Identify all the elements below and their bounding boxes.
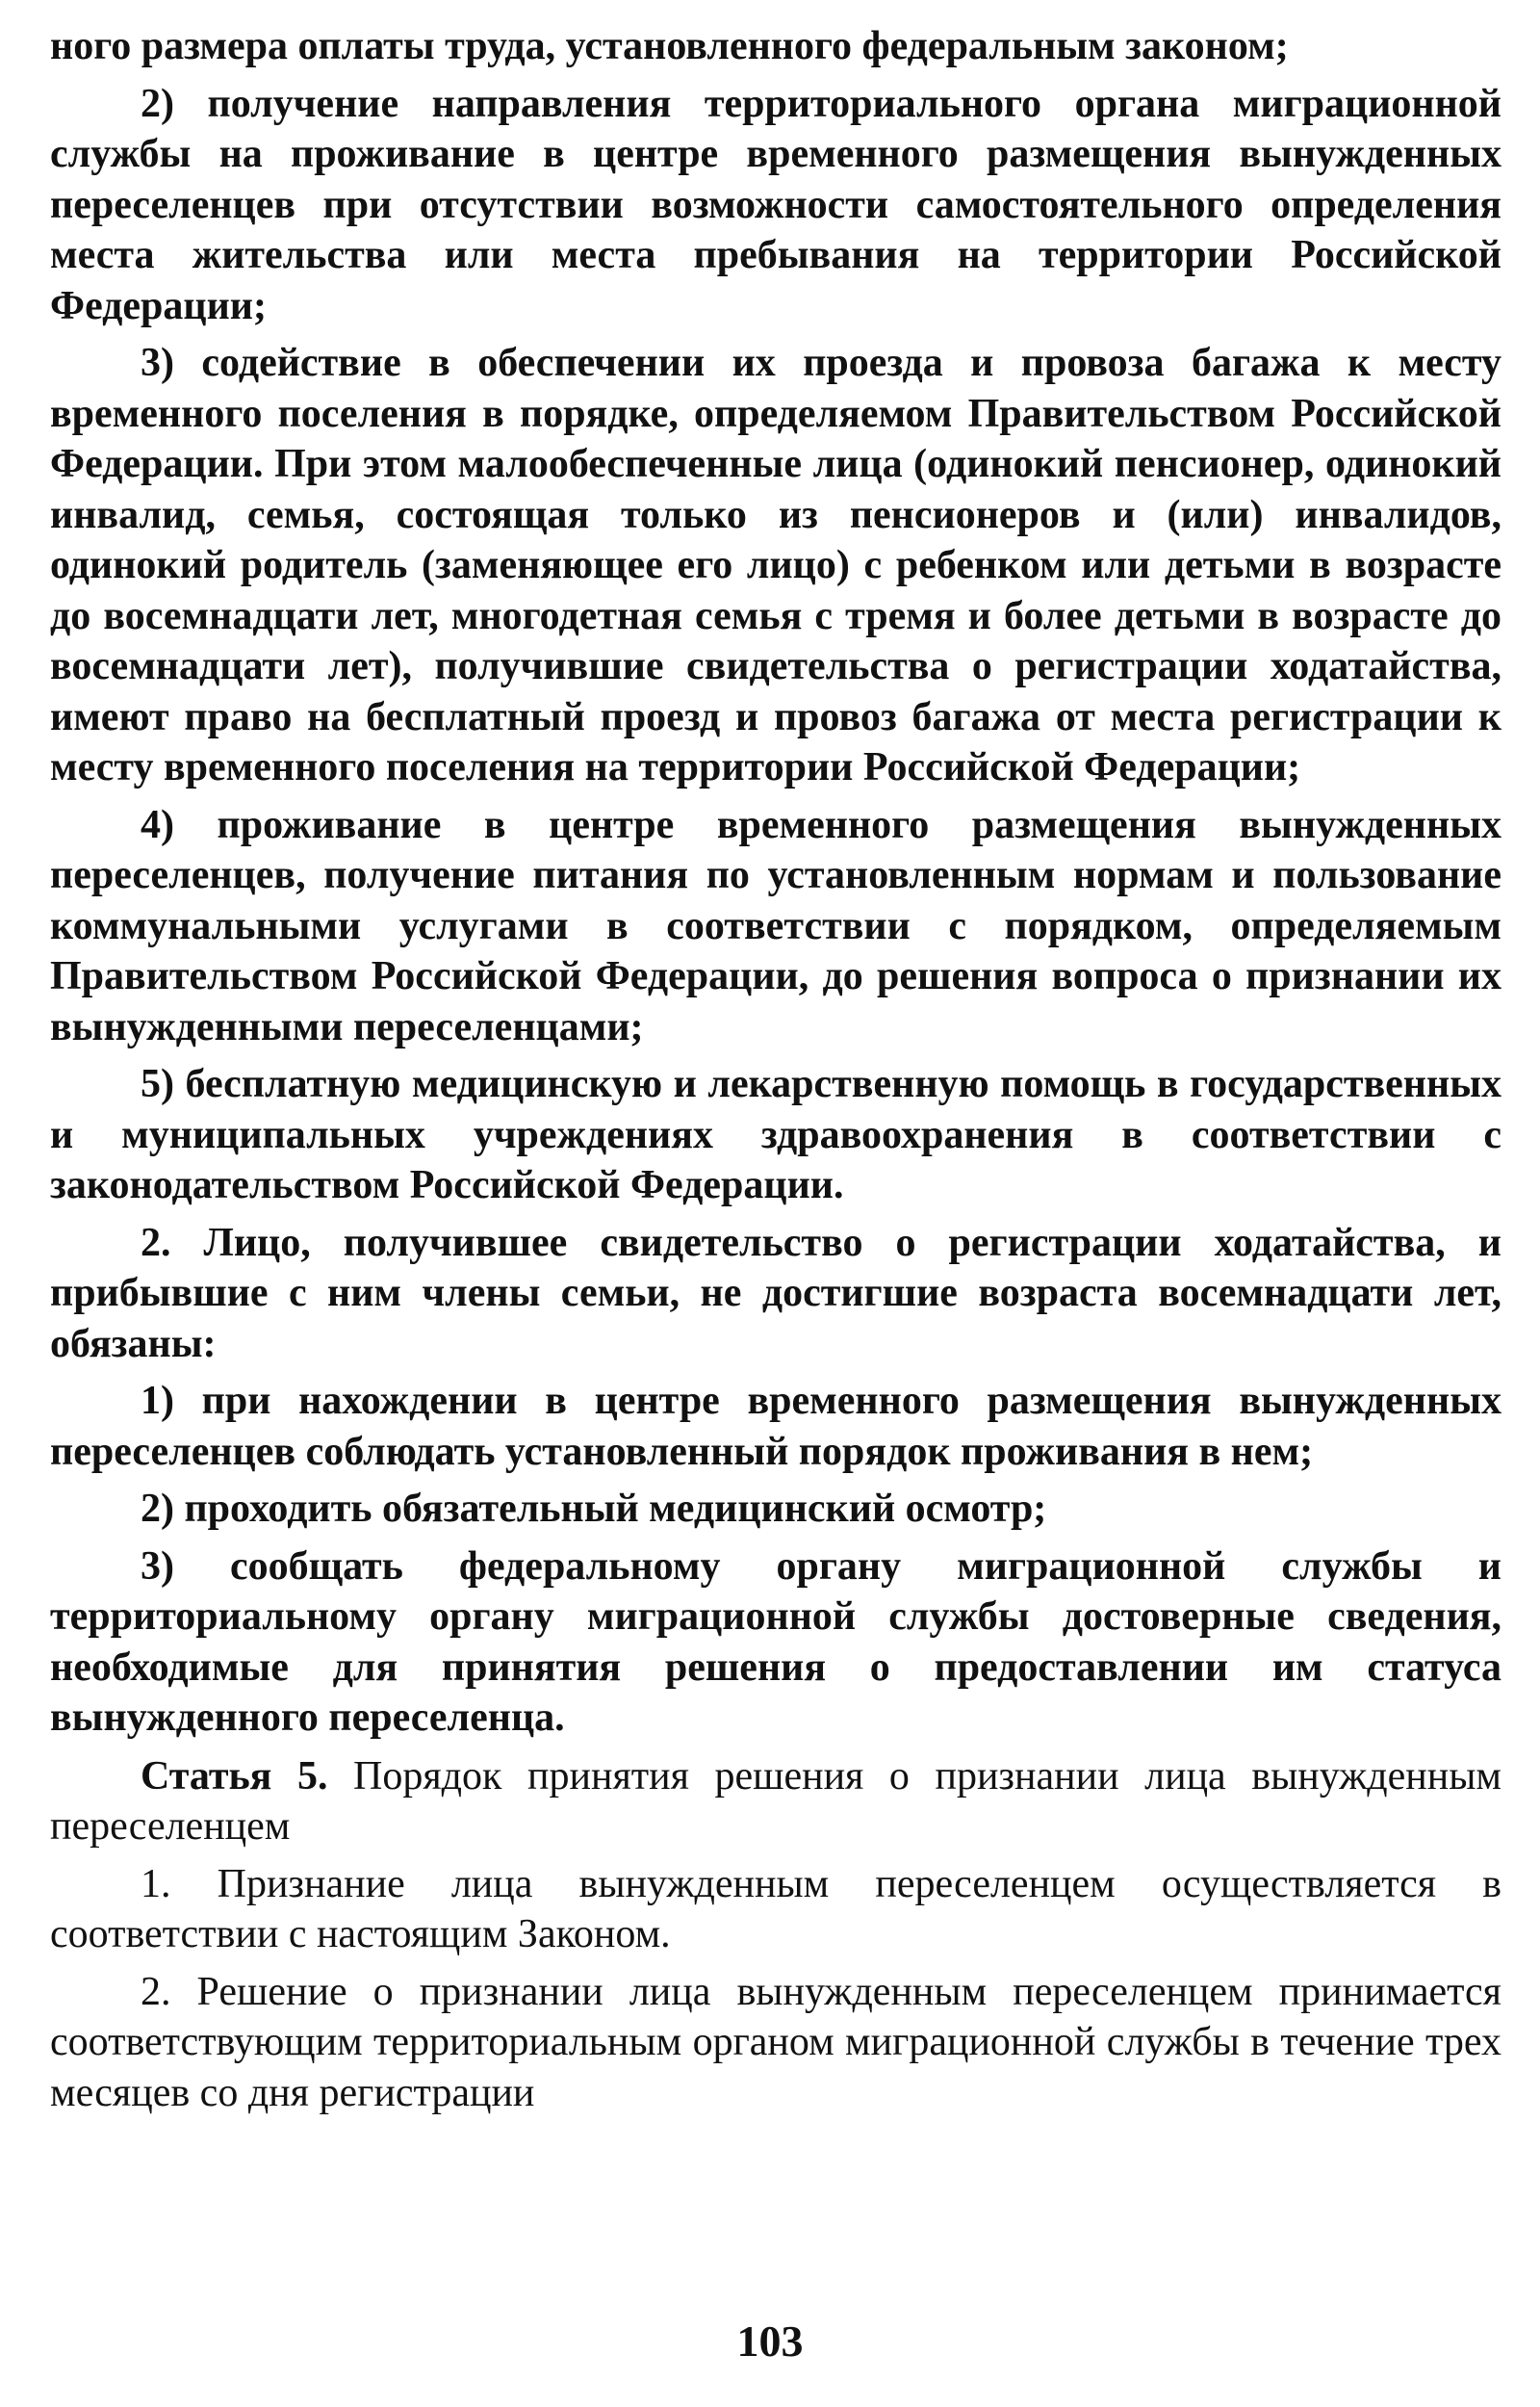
- article-heading: [50, 1751, 1502, 1852]
- list-item-2-directions: 2) получение направления территориального органа миграционной службы на проживание в центре временного размещения вынужденных переселенцев при отсутствии возможности самостоятельного определения места жительства или места пребывания на территории Российской Федерации;: [50, 81, 1502, 328]
- section-2-obligations: 2. Лицо, получившее свидетельство о регистрации ходатайства, и прибывшие с ним члены семьи, не достигшие возраста восемнадцати лет, обязаны:: [50, 1220, 1502, 1366]
- list-item-4-accommodation: 4) проживание в центре временного размещения вынужденных переселенцев, получение питания по установленным нормам и пользование коммунальными услугами в соответствии с порядком, определяемым Правительством Российской Федерации, до решения вопроса о признании их вынужденными переселенцами;: [50, 802, 1502, 1049]
- obligation-item-3: 3) сообщать федеральному органу миграционной службы и территориальному органу миграционной службы достоверные сведения, необходимые для принятия решения о предоставлении им статуса вынужденного переселенца.: [50, 1543, 1502, 1740]
- article-label: Статья 5.: [141, 1753, 328, 1799]
- article-title: Порядок принятия решения о признании лица вынужденным переселенцем: [50, 1753, 1502, 1849]
- obligation-item-1: 1) при нахождении в центре временного размещения вынужденных переселенцев соблюдать установленный порядок проживания в нем;: [50, 1379, 1502, 1474]
- list-item-3-travel-assistance: 3) содействие в обеспечении их проезда и провоза багажа к месту временного поселения в порядке, определяемом Правительством Российской Федерации. При этом малообеспеченные лица (одинокий пенсионер, одинокий инвалид, семья, состоящая только из пенсионеров и (или) инвалидов, одинокий родитель (заменяющее его лицо) с ребенком или детьми в возрасте до восемнадцати лет, многодетная семья с тремя и более детьми в возрасте до восемнадцати лет), получившие свидетельства о регистрации ходатайства, имеют право на бесплатный проезд и провоз багажа от места регистрации к месту временного поселения на территории Российской Федерации;: [50, 341, 1502, 789]
- obligation-item-2: 2) проходить обязательный медицинский осмотр;: [141, 1487, 1047, 1531]
- paragraph-continuation: ного размера оплаты труда, установленного федеральным законом;: [50, 24, 1289, 68]
- page-number: 103: [736, 2316, 804, 2366]
- article-paragraph-2: 2. Решение о признании лица вынужденным переселенцем принимается соответствующим территориальным органом миграционной службы в течение трех месяцев со дня регистрации: [50, 1969, 1502, 2115]
- document-page: [50, 21, 1502, 2370]
- article-paragraph-1: 1. Признание лица вынужденным переселенцем осуществляется в соответствии с настоящим Законом.: [50, 1861, 1502, 1956]
- list-item-5-medical-aid: 5) бесплатную медицинскую и лекарственную помощь в государственных и муниципальных учреждениях здравоохранения в соответствии с законодательством Российской Федерации.: [50, 1062, 1502, 1207]
